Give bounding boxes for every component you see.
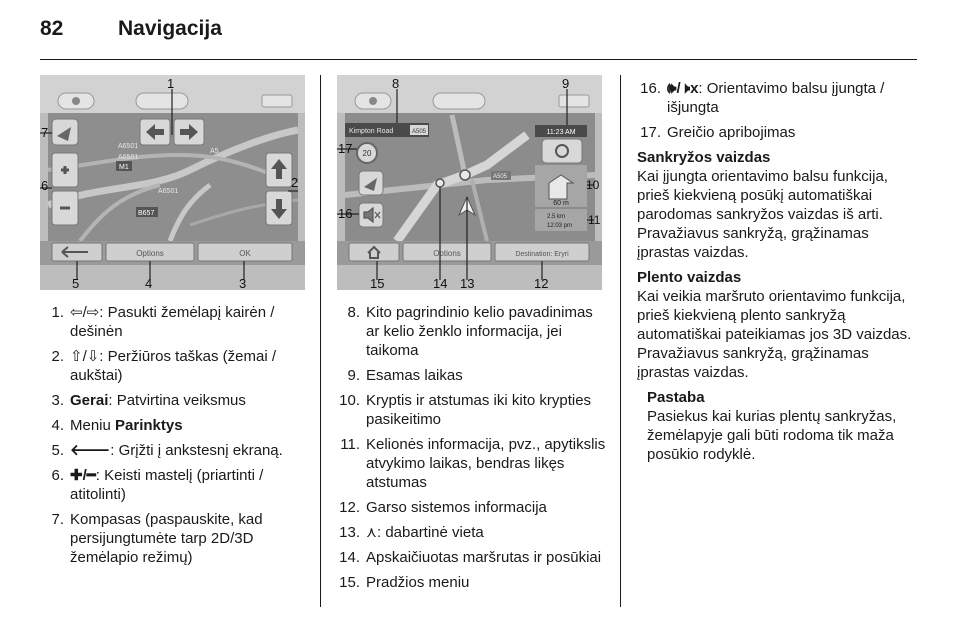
column-divider-2: [620, 75, 621, 607]
route-recalc-button[interactable]: [542, 139, 582, 163]
road-label-4: A6501: [158, 188, 179, 195]
road-label-1: A6501: [118, 143, 139, 150]
callout-17: 17: [338, 141, 353, 156]
callout-11: 11: [588, 213, 601, 227]
audio-info-label: Destination: Eryri: [515, 251, 569, 258]
section-heading: Plento vaizdas: [637, 269, 742, 286]
section-highway-view: [637, 268, 922, 382]
rotate-left-button[interactable]: [140, 119, 170, 145]
next-turn-panel: [535, 165, 587, 207]
rotate-right-button[interactable]: [174, 119, 204, 145]
callout-8: 8: [392, 76, 400, 91]
options-button[interactable]: [106, 243, 194, 261]
road-tag: A505: [493, 174, 508, 180]
header-rule: [40, 59, 917, 60]
list-item: 16. 🕪/🕨x: Orientavimo balsu įjungta / išjungta: [640, 80, 885, 116]
callout-6: 6: [41, 178, 49, 193]
compass-button[interactable]: [52, 119, 78, 145]
list-item: 10. Kryptis ir atstumas iki kito krypties pasikeitimo: [339, 392, 592, 428]
list-item: 14. Apskaičiuotas maršrutas ir posūkiai: [339, 549, 602, 566]
trip-info-panel: [535, 209, 587, 231]
column-3: [637, 79, 922, 464]
next-turn-distance: 60 m: [553, 200, 569, 207]
road-label-3: A5: [210, 148, 219, 155]
callout-7: 7: [41, 125, 49, 140]
list-item: 6. ✚/━: Keisti mastelį (priartinti / atitolinti): [51, 467, 264, 503]
home-button[interactable]: [349, 243, 399, 261]
list-item: 7. Kompasas (paspauskite, kad persijungtumėte tarp 2D/3D žemėlapio režimų): [51, 511, 263, 566]
callout-1: 1: [167, 76, 175, 91]
callout-9: 9: [562, 76, 570, 91]
list-item: 8. Kito pagrindinio kelio pavadinimas ar kelio ženklo informacija, jei taikoma: [347, 304, 593, 359]
section-body: Kai įjungta orientavimo balsu funkcija, prieš kiekvieną posūkį automatiškai parodomas sankryžos vaizdas iš arti. Pravažiavus sankryžą, grąžinamas įprastas vaizdas.: [637, 168, 888, 261]
next-road-name: Kimpton Road: [349, 128, 394, 135]
callout-15: 15: [370, 276, 385, 290]
next-road-badge: A505: [412, 129, 427, 135]
list-item: 5. 🡐: Grįžti į ankstesnį ekraną.: [51, 442, 283, 459]
list-item: 4. Meniu Parinktys: [51, 417, 183, 434]
motorway-badge: M1: [119, 164, 129, 171]
callout-5: 5: [72, 276, 80, 290]
column-divider-1: [320, 75, 321, 607]
list-item: 3. Gerai: Patvirtina veiksmus: [51, 392, 246, 409]
note-box: [647, 388, 922, 464]
road-label-2: A6501: [118, 154, 139, 161]
note-heading: Pastaba: [647, 389, 705, 406]
callout-12: 12: [534, 276, 549, 290]
options-button[interactable]: [403, 243, 491, 261]
speed-limit-sign: [357, 143, 377, 163]
callout-10: 10: [586, 178, 600, 192]
speed-limit-value: 20: [362, 149, 372, 158]
list-item: 12. Garso sistemos informacija: [339, 499, 547, 516]
list-item: 9. Esamas laikas: [347, 367, 463, 384]
list-item: 11. Kelionės informacija, pvz., apytikslis atvykimo laikas, bendras likęs atstumas: [340, 436, 606, 491]
back-button[interactable]: [52, 243, 102, 261]
options-button-label: Options: [136, 249, 164, 258]
list-item: 2. ⇧/⇩: Peržiūros taškas (žemai / aukštai): [51, 348, 277, 384]
page-title: Navigacija: [118, 17, 222, 40]
options-button-label: Options: [433, 249, 461, 258]
list-item: 15. Pradžios meniu: [339, 574, 470, 591]
current-time: 11:23 AM: [546, 129, 576, 136]
figure-map-scroll-screen: [40, 75, 305, 290]
ok-button-label: OK: [239, 249, 251, 258]
list-item: 13. ⋏: dabartinė vieta: [339, 524, 484, 541]
legend-list-3: [637, 79, 922, 142]
callout-3: 3: [239, 276, 247, 290]
callout-2: 2: [291, 175, 299, 190]
section-body: Kai veikia maršruto orientavimo funkcija, prieš kiekvieną plento sankryžą automatiškai pateikiamas jos 3D vaizdas. Pravažiavus sankryžą, grąžinamas įprastas vaizdas.: [637, 288, 912, 381]
section-junction-view: [637, 148, 922, 262]
view-down-button[interactable]: [266, 191, 292, 225]
list-item: 17. Greičio apribojimas: [640, 124, 796, 141]
trip-distance: 2.5 km: [547, 214, 566, 220]
zoom-out-button[interactable]: [52, 191, 78, 225]
page-number: 82: [40, 17, 64, 40]
view-up-button[interactable]: [266, 153, 292, 187]
callout-16: 16: [338, 206, 353, 221]
list-item: 1. ⇦/⇨: Pasukti žemėlapį kairėn / dešinėn: [51, 304, 275, 340]
audio-info-button[interactable]: [495, 243, 589, 261]
section-heading: Sankryžos vaizdas: [637, 149, 771, 166]
figure-guidance-screen: [337, 75, 602, 290]
legend-list-1: [44, 303, 306, 573]
voice-toggle-button[interactable]: [359, 203, 383, 227]
legend-list-2: [336, 303, 608, 598]
ok-button[interactable]: [198, 243, 292, 261]
compass-button[interactable]: [359, 171, 383, 195]
road-label-5: B657: [138, 210, 155, 217]
note-body: Pasiekus kai kurias plentų sankryžas, žemėlapyje gali būti rodoma tik maža posūkio rodyklė.: [647, 408, 897, 463]
zoom-in-button[interactable]: [52, 153, 78, 187]
arrival-time: 12:03 pm: [547, 223, 573, 229]
callout-4: 4: [145, 276, 153, 290]
callout-14: 14: [433, 276, 448, 290]
callout-13: 13: [460, 276, 475, 290]
